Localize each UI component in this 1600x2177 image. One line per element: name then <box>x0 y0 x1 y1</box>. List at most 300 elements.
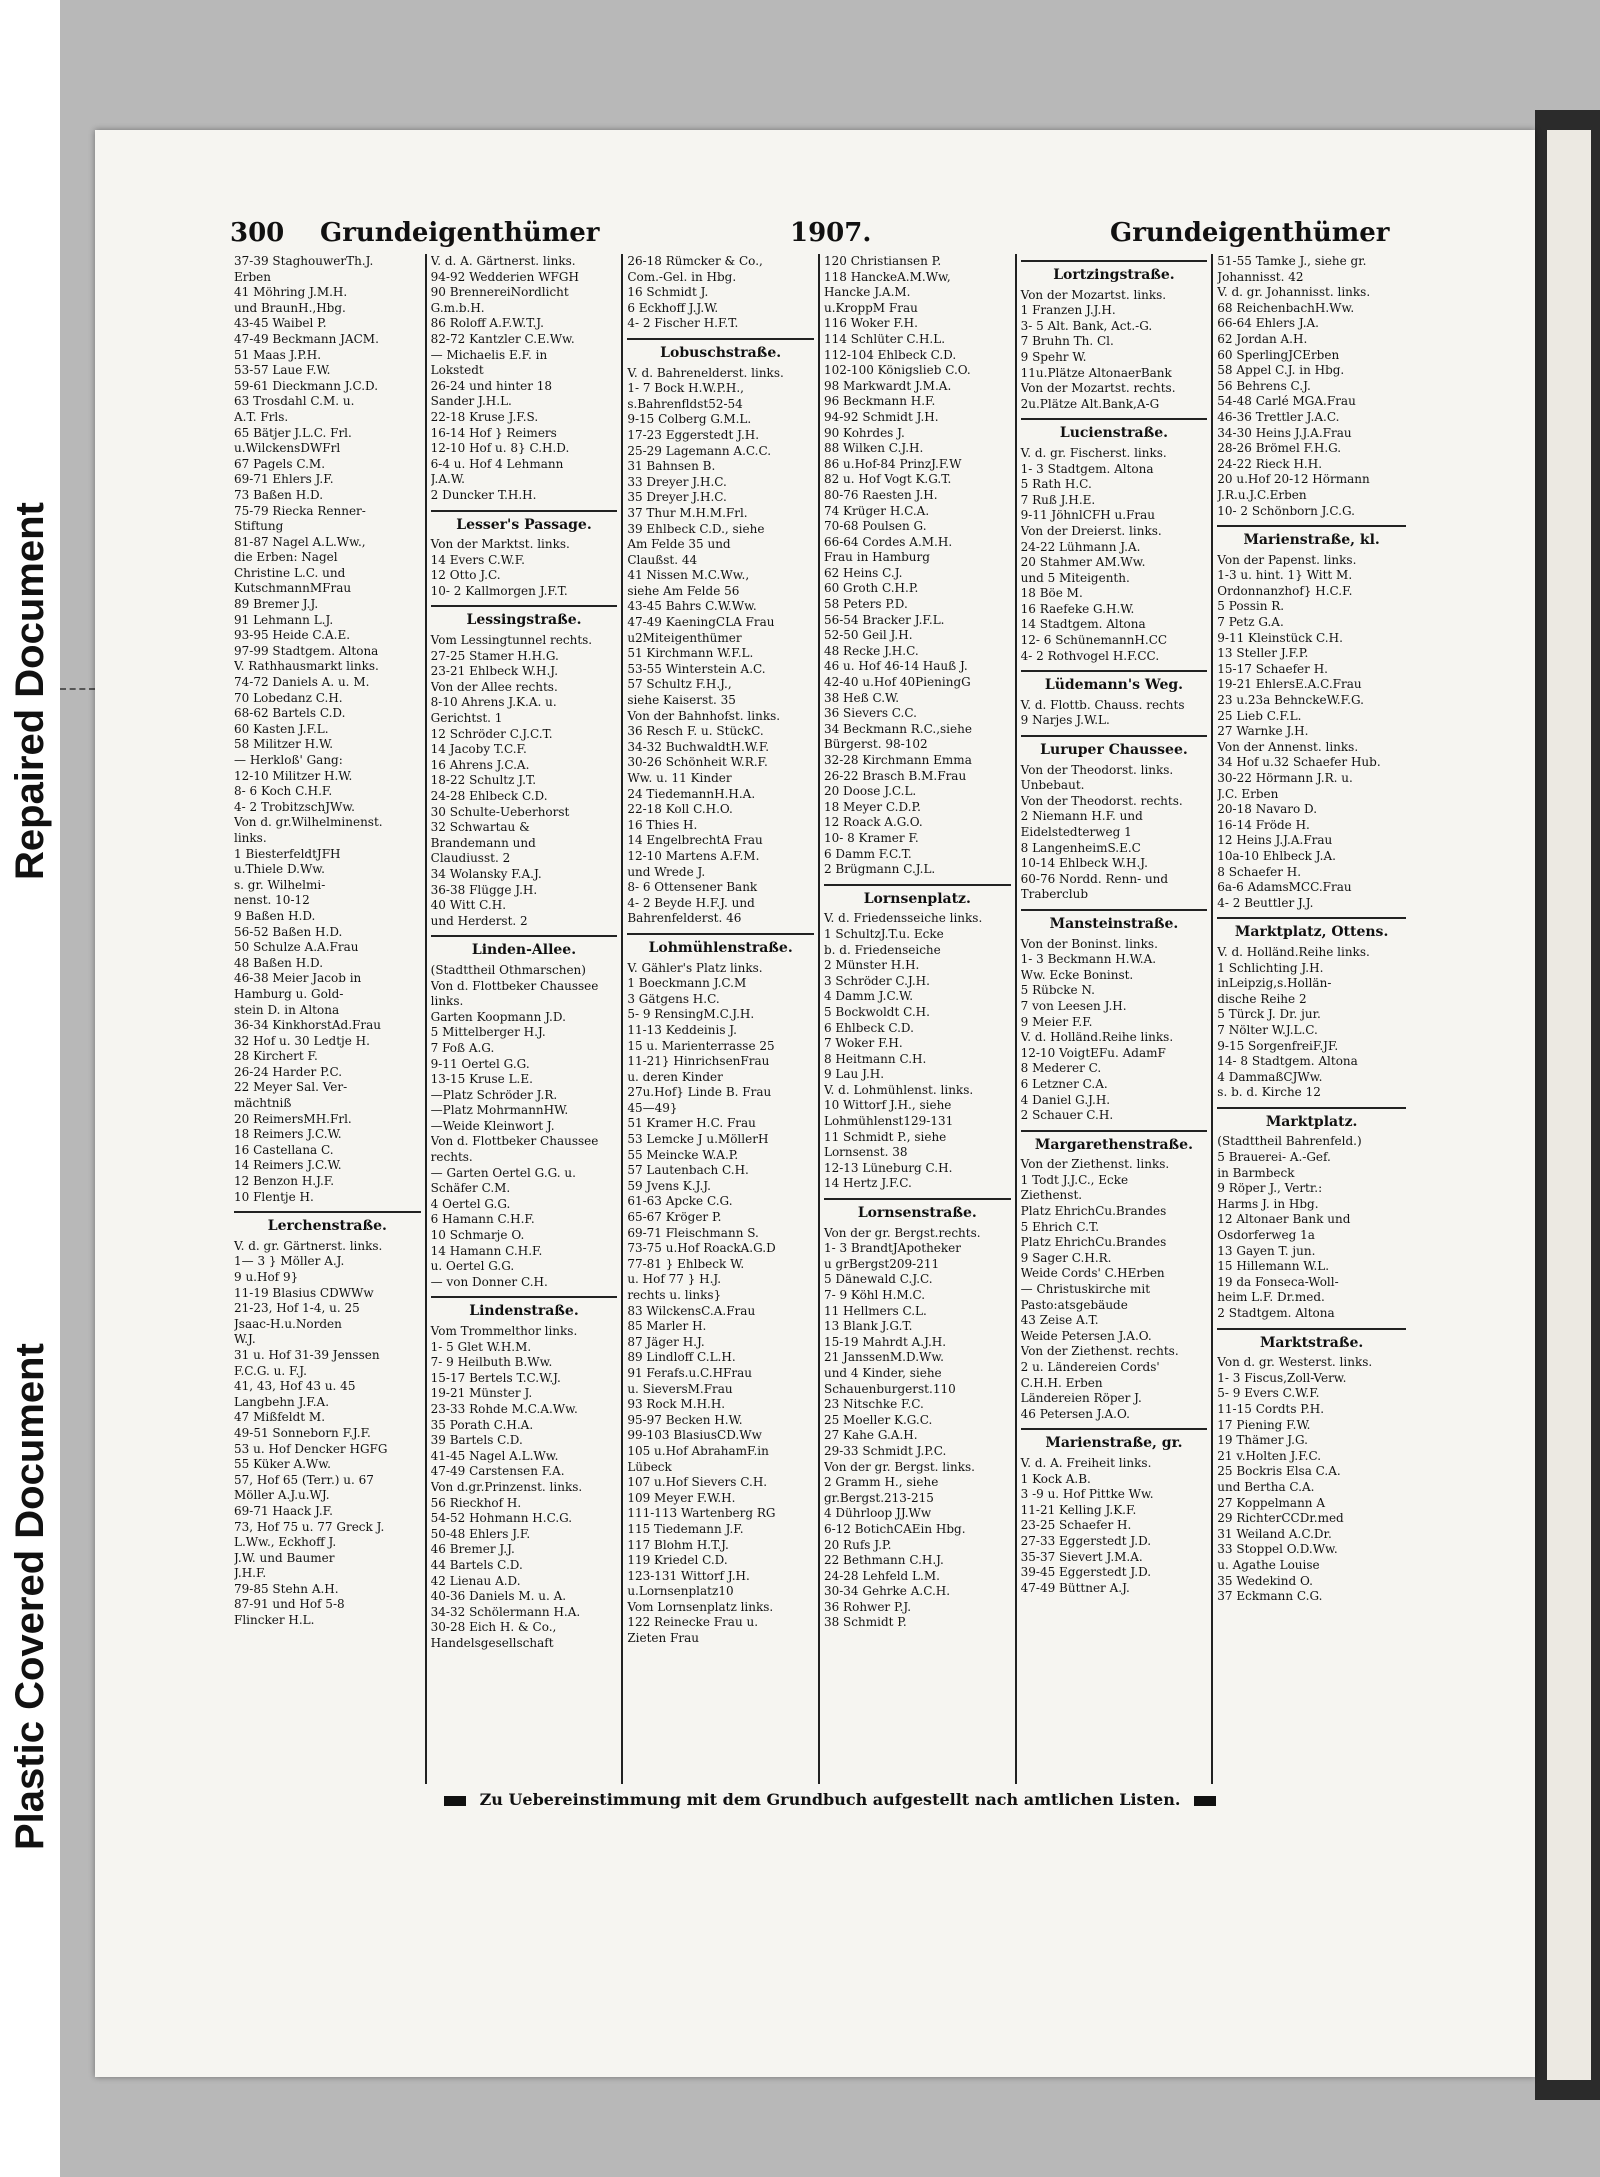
list-item: und Wrede J. <box>627 864 706 879</box>
list-item: Ziethenst. <box>1020 1188 1083 1203</box>
list-item: 27 Koppelmann A <box>1217 1495 1326 1510</box>
list-item: 107 u.Hof Sievers C.H. <box>627 1475 768 1490</box>
list-item: 1— 3 } Möller A.J. <box>234 1254 345 1269</box>
list-item: 8- 6 Koch C.H.F. <box>234 784 333 799</box>
list-item: 93 Rock M.H.H. <box>627 1397 726 1412</box>
list-item: 17-23 Eggerstedt J.H. <box>627 427 760 442</box>
street-heading: Lortzingstraße. <box>1021 260 1208 284</box>
list-item: 12-10 VoigtEFu. AdamF <box>1020 1045 1166 1060</box>
list-item: Von der Ziethenst. rechts. <box>1020 1344 1179 1359</box>
list-item: 2 Stadtgem. Altona <box>1217 1306 1335 1320</box>
list-item: 75-79 Riecka Renner- <box>234 503 366 518</box>
list-item: Lokstedt <box>430 363 484 378</box>
list-item: 9-15 SorgenfreiF.JF. <box>1217 1038 1339 1053</box>
list-item: 24-28 Ehlbeck C.D. <box>430 789 548 803</box>
list-item: Jsaac-H.u.Norden <box>234 1316 342 1331</box>
list-item: 90 BrennereiNordlicht <box>430 285 569 300</box>
list-item: 25 Moeller K.G.C. <box>823 1412 933 1427</box>
list-item: 7 Petz G.A. <box>1217 615 1284 630</box>
street-subheading: Vom Trommelthor links. <box>430 1324 578 1338</box>
list-item: Claudiusst. 2 <box>430 851 511 866</box>
list-item: 39-45 Eggerstedt J.D. <box>1020 1565 1152 1580</box>
list-item: 6 Letzner C.A. <box>1020 1076 1108 1091</box>
list-item: 54-52 Hohmann H.C.G. <box>430 1511 573 1526</box>
list-item: 9 Röper J., Vertr.: <box>1217 1181 1323 1196</box>
street-heading: Lindenstraße. <box>431 1296 618 1320</box>
list-item: 9-11 Kleinstück C.H. <box>1217 630 1343 645</box>
list-item: V. d. A. Gärtnerst. links. <box>430 254 576 268</box>
list-item: 122 Reinecke Frau u. <box>627 1615 759 1630</box>
list-item: 45—49} <box>627 1100 678 1115</box>
list-item: 10-14 Ehlbeck W.H.J. <box>1020 856 1148 871</box>
list-item: 83 WilckensC.A.Frau <box>627 1303 756 1318</box>
list-item: 69-71 Haack J.F. <box>234 1503 333 1518</box>
street-heading: Lornsenplatz. <box>824 884 1011 908</box>
list-item: 57 Schultz F.H.J., <box>627 677 732 692</box>
list-item: und BraunH.,Hbg. <box>234 300 346 315</box>
list-item: 55 Küker A.Ww. <box>234 1457 331 1472</box>
page-footer <box>400 1790 1260 1809</box>
list-item: nenst. 10-12 <box>234 893 310 908</box>
list-item: 9 Spehr W. <box>1020 349 1087 364</box>
list-item: 56-54 Bracker J.F.L. <box>823 612 945 627</box>
list-item: 35 Porath C.H.A. <box>430 1417 534 1432</box>
list-item: 41-45 Nagel A.L.Ww. <box>430 1448 559 1463</box>
list-item: 99-103 BlasiusCD.Ww <box>627 1428 762 1443</box>
list-item: 2 Brügmann C.J.L. <box>823 862 936 877</box>
list-item: Frau in Hamburg <box>823 550 930 565</box>
list-item: 4- 2 TrobitzschJWw. <box>234 799 355 814</box>
list-item: Von d. gr.Wilhelminenst. <box>234 815 383 830</box>
list-item: Unbebaut. <box>1020 778 1085 793</box>
list-item: 30-34 Gehrke A.C.H. <box>823 1584 951 1599</box>
list-item: 91 Ferafs.u.C.HFrau <box>627 1365 752 1380</box>
pointing-hand-icon <box>444 1796 466 1806</box>
list-item: 14 Reimers J.C.W. <box>234 1158 342 1173</box>
list-item: Vom Lornsenplatz links. <box>627 1599 774 1614</box>
list-item: V. d. Lohmühlenst. links. <box>823 1082 974 1097</box>
list-item: 8 Heitmann C.H. <box>823 1051 927 1066</box>
list-item: mächtniß <box>234 1096 292 1111</box>
list-item: 59 Jvens K.J.J. <box>627 1178 711 1193</box>
list-item: 44 Bartels C.D. <box>430 1557 523 1572</box>
list-item: 4 Dührloop JJ.Ww <box>823 1506 932 1521</box>
list-item: 15-17 Bertels T.C.W.J. <box>430 1370 561 1385</box>
street-heading: Lerchenstraße. <box>234 1211 421 1235</box>
pointing-hand-icon <box>1194 1796 1216 1806</box>
list-item: 58 Appel C.J. in Hbg. <box>1217 363 1345 378</box>
list-item: dische Reihe 2 <box>1217 991 1307 1006</box>
column-6 <box>1213 254 1410 1784</box>
list-item: 34 Beckmann R.C.,siehe <box>823 721 972 736</box>
list-item: 12-10 Hof u. 8} C.H.D. <box>430 441 570 456</box>
list-item: Weide Cords' C.HErben <box>1020 1266 1165 1281</box>
list-item: 9 Baßen H.D. <box>234 908 316 923</box>
list-item: 57 Lautenbach C.H. <box>627 1163 749 1178</box>
list-item: 29 RichterCCDr.med <box>1217 1511 1344 1526</box>
list-item: 16 Raefeke G.H.W. <box>1020 601 1135 616</box>
list-item: 11-15 Cordts P.H. <box>1217 1401 1325 1416</box>
list-item: Hamburg u. Gold- <box>234 986 344 1001</box>
header-left-title: Grundeigenthümer <box>320 218 600 248</box>
list-item: Com.-Gel. in Hbg. <box>627 269 737 284</box>
street-subheading: Von der gr. Bergst.rechts. <box>823 1225 981 1240</box>
list-item: 95-97 Becken H.W. <box>627 1412 743 1427</box>
list-item: s.Bahrenfldst52-54 <box>627 396 743 411</box>
list-item: 36 Sievers C.C. <box>823 706 917 721</box>
list-item: 17 Piening F.W. <box>1217 1417 1311 1432</box>
street-heading: Marienstraße, gr. <box>1021 1428 1208 1452</box>
list-item: 20 Doose J.C.L. <box>823 784 917 799</box>
list-item: 20 Stahmer AM.Ww. <box>1020 555 1146 570</box>
list-item: 105 u.Hof AbrahamF.in <box>627 1443 769 1458</box>
list-item: 5 Rübcke N. <box>1020 983 1095 998</box>
list-item: Osdorferweg 1a <box>1217 1228 1315 1243</box>
list-item: Möller A.J.u.WJ. <box>234 1488 330 1503</box>
list-item: 89 Bremer J.J. <box>234 597 319 612</box>
list-item: 12 Schröder C.J.C.T. <box>430 726 553 741</box>
list-item: 20-18 Navaro D. <box>1217 802 1318 817</box>
list-item: 66-64 Cordes A.M.H. <box>823 534 953 549</box>
list-item: 58 Peters P.D. <box>823 597 908 612</box>
list-item: 34-32 Schölermann H.A. <box>430 1604 581 1619</box>
list-item: Christine L.C. und <box>234 565 346 580</box>
list-item: 46-38 Meier Jacob in <box>234 971 362 986</box>
list-item: 14- 8 Stadtgem. Altona <box>1217 1054 1358 1069</box>
list-item: 80-76 Raesten J.H. <box>823 487 938 502</box>
list-item: 70-68 Poulsen G. <box>823 519 927 534</box>
list-item: 31 Weiland A.C.Dr. <box>1217 1526 1332 1541</box>
list-item: links. <box>234 830 267 845</box>
list-item: 4 Daniel G.J.H. <box>1020 1092 1111 1107</box>
repaired-document-label: Repaired Document <box>8 502 52 880</box>
list-item: 1 SchultzJ.T.u. Ecke <box>823 926 944 941</box>
list-item: 9 Meier F.F. <box>1020 1014 1093 1029</box>
list-item: heim L.F. Dr.med. <box>1217 1290 1325 1305</box>
list-item: u. SieversM.Frau <box>627 1381 733 1396</box>
list-item: Eidelstedterweg 1 <box>1020 825 1132 839</box>
list-item: 60 Groth C.H.P. <box>823 581 919 596</box>
list-item: 93-95 Heide C.A.E. <box>234 628 351 643</box>
list-item: 118 HanckeA.M.Ww, <box>823 269 951 284</box>
list-item: 26-24 und hinter 18 <box>430 378 553 393</box>
list-item: 28-26 Brömel F.H.G. <box>1217 441 1342 456</box>
list-item: V. Rathhausmarkt links. <box>234 659 379 674</box>
list-item: Von der Annenst. links. <box>1217 739 1359 754</box>
list-item: 12 Otto J.C. <box>430 568 501 583</box>
list-item: 6 Eckhoff J.J.W. <box>627 300 719 315</box>
list-item: 20 u.Hof 20-12 Hörmann <box>1217 472 1370 487</box>
list-item: 5- 9 RensingM.C.J.H. <box>627 1007 755 1022</box>
list-item: 34-32 BuchwaldtH.W.F. <box>627 739 770 754</box>
list-item: 13 Gayen T. jun. <box>1217 1243 1316 1258</box>
list-item: 31 u. Hof 31-39 Jenssen <box>234 1347 380 1362</box>
list-item: 47 Mißfeldt M. <box>234 1410 326 1425</box>
list-item: — von Donner C.H. <box>430 1274 548 1289</box>
street-subheading: Von d. gr. Westerst. links. <box>1217 1355 1373 1370</box>
list-item: 8 LangenheimS.E.C <box>1020 840 1141 855</box>
list-item: 19 Thämer J.G. <box>1217 1433 1308 1448</box>
list-item: 94-92 Schmidt J.H. <box>823 409 939 424</box>
list-item: 23-25 Schaefer H. <box>1020 1518 1132 1533</box>
list-item: 14 Evers C.W.F. <box>430 552 525 567</box>
list-item: rechts. <box>430 1150 473 1165</box>
list-item: 36-34 KinkhorstAd.Frau <box>234 1018 381 1033</box>
list-item: 1 Kock A.B. <box>1020 1471 1091 1486</box>
list-item: 68 ReichenbachH.Ww. <box>1217 300 1355 315</box>
list-item: 69-71 Ehlers J.F. <box>234 472 334 487</box>
list-item: 14 Hamann C.H.F. <box>430 1243 543 1258</box>
list-item: 22 Meyer Sal. Ver- <box>234 1080 348 1095</box>
list-item: siehe Kaiserst. 35 <box>627 693 736 708</box>
column-1 <box>230 254 427 1784</box>
street-heading: Lessingstraße. <box>431 605 618 629</box>
list-item: 14 EngelbrechtA Frau <box>627 833 763 848</box>
list-item: 8 Mederer C. <box>1020 1061 1102 1076</box>
list-item: Am Felde 35 und <box>627 537 731 552</box>
list-item: Ww. Ecke Boninst. <box>1020 967 1134 982</box>
list-item: 119 Kriedel C.D. <box>627 1553 728 1568</box>
list-item: 52-50 Geil J.H. <box>823 628 913 643</box>
list-item: Von der gr. Bergst. links. <box>823 1459 975 1474</box>
list-item: 7 Nölter W.J.L.C. <box>1217 1022 1318 1037</box>
list-item: 30 Schulte-Ueberhorst <box>430 804 570 819</box>
list-item: 73, Hof 75 u. 77 Greck J. <box>234 1519 385 1534</box>
list-item: 14 Stadtgem. Altona <box>1020 617 1146 632</box>
list-item: 34 Hof u.32 Schaefer Hub. <box>1217 755 1381 770</box>
list-item: 36 Rohwer P.J. <box>823 1599 912 1614</box>
street-subheading: (Stadttheil Othmarschen) <box>430 962 586 977</box>
list-item: 22-18 Kruse J.F.S. <box>430 409 539 424</box>
list-item: 47-49 KaeningCLA Frau <box>627 615 775 630</box>
list-item: 34 Wolansky F.A.J. <box>430 866 542 881</box>
list-item: 11-21} HinrichsenFrau <box>627 1054 770 1069</box>
street-heading: Marktstraße. <box>1217 1328 1406 1352</box>
list-item: Weide Petersen J.A.O. <box>1020 1328 1152 1343</box>
street-heading: Lohmühlenstraße. <box>627 933 814 957</box>
list-item: 60-76 Nordd. Renn- und <box>1020 871 1169 886</box>
street-subheading: V. d. Bahrenelderst. links. <box>627 365 784 380</box>
list-item: 23-21 Ehlbeck W.H.J. <box>430 664 559 679</box>
street-subheading: V. d. Flottb. Chauss. rechts <box>1020 697 1185 712</box>
list-item: und Bertha C.A. <box>1217 1479 1315 1494</box>
list-item: 16 Castellana C. <box>234 1142 334 1157</box>
list-item: 91 Lehmann L.J. <box>234 612 334 627</box>
list-item: Schäfer C.M. <box>430 1181 511 1196</box>
list-item: 7- 9 Köhl H.M.C. <box>823 1288 926 1302</box>
list-item: 6a-6 AdamsMCC.Frau <box>1217 880 1352 895</box>
list-item: 51 Kirchmann W.F.L. <box>627 646 754 661</box>
list-item: 12 Benzon H.J.F. <box>234 1174 335 1189</box>
list-item: 13-15 Kruse L.E. <box>430 1072 533 1087</box>
list-item: 7 Foß A.G. <box>430 1040 495 1055</box>
list-item: 87-91 und Hof 5-8 <box>234 1597 345 1612</box>
list-item: Erben <box>234 269 272 284</box>
list-item: 8- 6 Ottensener Bank <box>627 880 758 895</box>
list-item: u. Oertel G.G. <box>430 1259 515 1274</box>
list-item: 56 Behrens C.J. <box>1217 378 1311 393</box>
list-item: 32-28 Kirchmann Emma <box>823 753 972 767</box>
list-item: Lübeck <box>627 1459 672 1474</box>
list-item: 43 Zeise A.T. <box>1020 1313 1099 1328</box>
list-item: 10- 8 Kramer F. <box>823 830 919 845</box>
list-item: 15-19 Mahrdt A.J.H. <box>823 1334 947 1349</box>
list-item: 7 Bruhn Th. Cl. <box>1020 334 1114 349</box>
list-item: 114 Schlüter C.H.L. <box>823 331 946 346</box>
list-item: 7 Woker F.H. <box>823 1036 903 1051</box>
list-item: Von d. Flottbeker Chaussee <box>430 978 599 993</box>
list-item: 13 Steller J.F.P. <box>1217 646 1309 661</box>
list-item: 34-30 Heins J.J.A.Frau <box>1217 425 1352 440</box>
list-item: 50-48 Ehlers J.F. <box>430 1526 531 1541</box>
list-item: 5 Türck J. Dr. jur. <box>1217 1007 1321 1022</box>
list-item: 10 Schmarje O. <box>430 1228 525 1243</box>
list-item: 14 Hertz J.F.C. <box>823 1176 912 1191</box>
list-item: 20 ReimersMH.Frl. <box>234 1111 352 1126</box>
list-item: und 4 Kinder, siehe <box>823 1365 942 1380</box>
street-heading: Lesser's Passage. <box>431 510 618 534</box>
list-item: 5 Ehrich C.T. <box>1020 1219 1100 1234</box>
list-item: 6-4 u. Hof 4 Lehmann <box>430 456 564 471</box>
list-item: 70 Lobedanz C.H. <box>234 690 343 705</box>
list-item: Von der Allee rechts. <box>430 679 558 694</box>
list-item: u.Lornsenplatz10 <box>627 1584 734 1599</box>
list-item: 87 Jäger H.J. <box>627 1334 705 1349</box>
list-item: C.H.H. Erben <box>1020 1375 1103 1390</box>
list-item: 37 Thur M.H.M.Frl. <box>627 505 748 520</box>
list-item: 13 Blank J.G.T. <box>823 1319 913 1334</box>
street-heading: Marktplatz, Ottens. <box>1217 917 1406 941</box>
list-item: 25 Lieb C.F.L. <box>1217 708 1302 723</box>
street-heading: Lornsenstraße. <box>824 1198 1011 1222</box>
list-item: 16 Thies H. <box>627 817 698 832</box>
list-item: Von der Theodorst. rechts. <box>1020 793 1183 808</box>
list-item: 37-39 StaghouwerTh.J. <box>234 254 374 268</box>
list-item: 79-85 Stehn A.H. <box>234 1581 339 1596</box>
list-item: 2 Duncker T.H.H. <box>430 487 537 502</box>
list-item: 51 Maas J.P.H. <box>234 347 322 362</box>
list-item: W.J. <box>234 1332 256 1347</box>
list-item: rechts u. links} <box>627 1288 722 1302</box>
list-item: Lornsenst. 38 <box>823 1145 908 1160</box>
list-item: 18 Böe M. <box>1020 586 1083 601</box>
list-item: 11-13 Keddeinis J. <box>627 1022 737 1037</box>
list-item: b. d. Friedenseiche <box>823 942 941 957</box>
list-item: 7 von Leesen J.H. <box>1020 998 1127 1013</box>
street-subheading: Von der Theodorst. links. <box>1020 762 1174 777</box>
list-item: 18-22 Schultz J.T. <box>430 773 537 788</box>
list-item: G.m.b.H. <box>430 300 485 315</box>
list-item: 6 Ehlbeck C.D. <box>823 1020 914 1035</box>
list-item: 12-10 Militzer H.W. <box>234 768 353 783</box>
list-item: —Platz MohrmannHW. <box>430 1103 569 1118</box>
list-item: u.WilckensDWFrl <box>234 441 341 456</box>
list-item: Sander J.H.L. <box>430 394 512 409</box>
list-item: Von d. Flottbeker Chaussee <box>430 1134 599 1149</box>
list-item: 36-38 Flügge J.H. <box>430 882 538 897</box>
list-item: 35 Dreyer J.H.C. <box>627 490 727 505</box>
list-item: 120 Christiansen P. <box>823 254 942 268</box>
list-item: 47-49 Beckmann JACM. <box>234 331 379 346</box>
list-item: 82 u. Hof Vogt K.G.T. <box>823 472 952 487</box>
list-item: 51 Kramer H.C. Frau <box>627 1116 756 1131</box>
list-item: 1-3 u. hint. 1} Witt M. <box>1217 568 1353 583</box>
list-item: 51-55 Tamke J., siehe gr. <box>1217 254 1367 268</box>
street-heading: Mansteinstraße. <box>1021 909 1208 933</box>
list-item: 49-51 Sonneborn F.J.F. <box>234 1425 371 1440</box>
list-item: 32 Schwartau & <box>430 820 530 835</box>
list-item: 5 Bockwoldt C.H. <box>823 1004 930 1019</box>
list-item: 41 Nissen M.C.Ww., <box>627 568 750 583</box>
list-item: 41, 43, Hof 43 u. 45 <box>234 1379 356 1394</box>
street-subheading: Von der Mozartst. links. <box>1020 287 1167 302</box>
list-item: 27-33 Eggerstedt J.D. <box>1020 1533 1152 1548</box>
list-item: 1- 7 Bock H.W.P.H., <box>627 381 744 396</box>
list-item: 68-62 Bartels C.D. <box>234 706 346 721</box>
list-item: 9-11 JöhnlCFH u.Frau <box>1020 508 1156 523</box>
list-item: Stiftung <box>234 519 284 534</box>
list-item: 4 Damm J.C.W. <box>823 989 914 1004</box>
list-item: —Platz Schröder J.R. <box>430 1087 558 1102</box>
list-item: 32 Hof u. 30 Ledtje H. <box>234 1033 370 1048</box>
street-heading: Marienstraße, kl. <box>1217 525 1406 549</box>
list-item: in Barmbeck <box>1217 1165 1295 1180</box>
list-item: 1 Schlichting J.H. <box>1217 960 1324 975</box>
list-item: 24 TiedemannH.H.A. <box>627 786 756 801</box>
list-item: s. gr. Wilhelmi- <box>234 877 326 892</box>
list-item: 43-45 Bahrs C.W.Ww. <box>627 599 757 614</box>
list-item: 23 u.23a BehnckeW.F.G. <box>1217 693 1364 708</box>
list-item: 57, Hof 65 (Terr.) u. 67 <box>234 1472 374 1487</box>
list-item: 56-52 Baßen H.D. <box>234 924 343 939</box>
list-item: 116 Woker F.H. <box>823 316 918 331</box>
list-item: 2 Niemann H.F. und <box>1020 809 1143 824</box>
column-5 <box>1017 254 1214 1784</box>
list-item: u grBergst209-211 <box>823 1256 940 1271</box>
list-item: 16-14 Fröde H. <box>1217 817 1310 832</box>
list-item: J.W. und Baumer <box>234 1550 335 1565</box>
list-item: Zieten Frau <box>627 1631 700 1646</box>
list-item: 53 u. Hof Dencker HGFG <box>234 1441 388 1456</box>
list-item: —Weide Kleinwort J. <box>430 1118 555 1133</box>
list-item: Gerichtst. 1 <box>430 711 503 726</box>
list-item: 86 Roloff A.F.W.T.J. <box>430 316 544 331</box>
list-item: 8 Schaefer H. <box>1217 864 1302 879</box>
list-item: 60 Kasten J.F.L. <box>234 721 329 736</box>
list-item: 60 SperlingJCErben <box>1217 347 1340 362</box>
list-item: 11 Schmidt P., siehe <box>823 1129 947 1144</box>
list-item: 53 Lemcke J u.MöllerH <box>627 1132 769 1147</box>
list-item: 102-100 Königslieb C.O. <box>823 363 971 378</box>
list-item: 39 Ehlbeck C.D., siehe <box>627 521 765 536</box>
list-item: 4- 2 Beyde H.F.J. und <box>627 895 755 910</box>
list-item: 21 v.Holten J.F.C. <box>1217 1448 1322 1463</box>
list-item: 38 Schmidt P. <box>823 1615 907 1630</box>
list-item: 7- 9 Heilbuth B.Ww. <box>430 1355 553 1370</box>
list-item: A.T. Frls. <box>234 409 289 424</box>
list-item: 46 Petersen J.A.O. <box>1020 1406 1130 1421</box>
list-item: 5- 9 Evers C.W.F. <box>1217 1386 1320 1401</box>
list-item: die Erben: Nagel <box>234 550 338 565</box>
list-item: 94-92 Wedderien WFGH <box>430 269 579 284</box>
list-item: 27 Kahe G.A.H. <box>823 1428 918 1443</box>
list-item: 29-33 Schmidt J.P.C. <box>823 1443 947 1458</box>
list-item: siehe Am Felde 56 <box>627 583 740 598</box>
street-subheading: Von der Ziethenst. links. <box>1020 1157 1170 1172</box>
list-item: 3 Schröder C.J.H. <box>823 973 930 988</box>
list-item: 5 Rath H.C. <box>1020 477 1092 492</box>
list-item: 1- 5 Glet W.H.M. <box>430 1339 532 1354</box>
